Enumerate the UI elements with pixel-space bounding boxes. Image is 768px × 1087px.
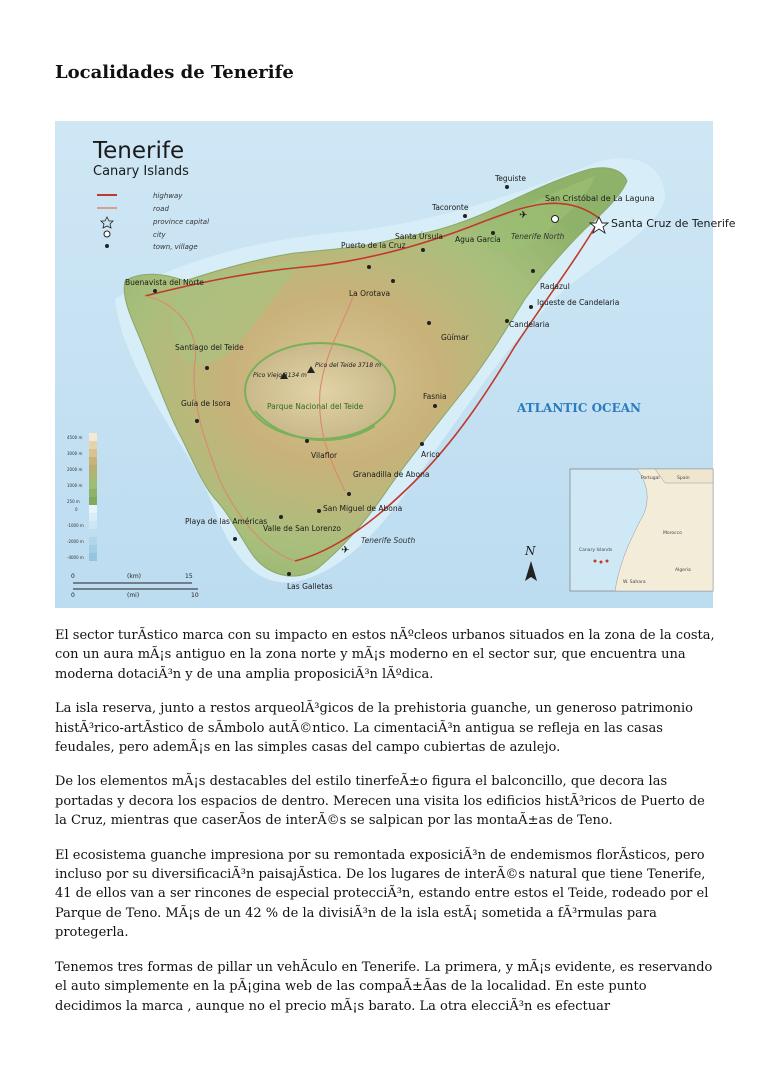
place-vilaflor: Vilaflor <box>311 451 338 460</box>
place-pico-viejo: Pico Viejo 3134 m <box>253 372 307 379</box>
la-laguna-marker <box>552 216 559 223</box>
scale-mi-start: 0 <box>71 592 75 599</box>
vilaflor-marker <box>305 439 309 443</box>
guia-isora-marker <box>195 419 199 423</box>
place-santa-ursula: Santa Úrsula <box>395 232 443 241</box>
place-arico: Arico <box>421 450 441 459</box>
elevation-label: 4500 m <box>67 435 83 440</box>
buenavista-marker <box>153 289 157 293</box>
elevation-label: 0 <box>75 507 78 512</box>
place-las-galletas: Las Galletas <box>287 582 333 591</box>
tacoronte-marker <box>463 214 467 218</box>
inset-algeria: Algeria <box>675 568 691 573</box>
tenerife-map <box>55 121 736 608</box>
place-granadilla: Granadilla de Abona <box>353 470 430 479</box>
legend-city: city <box>153 231 166 239</box>
legend-town: town, village <box>153 243 198 251</box>
place-puerto-cruz: Puerto de la Cruz <box>341 241 406 250</box>
guimar-marker <box>427 321 431 325</box>
inset-morocco: Morocco <box>663 531 682 536</box>
inset-map <box>570 469 713 591</box>
santa-ursula-marker <box>421 248 425 252</box>
radazul-marker <box>531 269 535 273</box>
place-tenerife-south: Tenerife South <box>361 536 416 545</box>
place-radazul: Radazul <box>540 282 570 291</box>
place-san-miguel: San Miguel de Abona <box>323 504 403 513</box>
place-candelaria: Candelaria <box>509 320 550 329</box>
airport-north-icon: ✈ <box>519 210 528 221</box>
teguiste-marker <box>505 185 509 189</box>
paragraph: El ecosistema guanche impresiona por su remontada exposiciÃ³n de endemismos florÃsticos, pero incluso por su diversificaciÃ³n paisajÃstica. De los lugares de interÃ©s natural que tiene Tenerife, 41 de ellos van a ser rincones de especial protecciÃ³n, estando entre estos el Teide, rodeado por el Parque de Teno. MÃ¡s de un 42 % de la divisiÃ³n de la isla estÃ¡ sometida a fÃ³rmulas para protegerla. <box>55 847 709 941</box>
place-santa-cruz: Santa Cruz de Tenerife <box>611 217 736 230</box>
paragraph: El sector turÃstico marca con su impacto en estos nÃºcleos urbanos situados en la zona de la costa, con un aura mÃ¡s antiguo en la zona norte y mÃ¡s moderno en el sector sur, que encuentra una moderna dotaciÃ³n y de una amplia proposiciÃ³n lÃºdica. <box>55 628 715 682</box>
inset-canary: Canary Islands <box>579 548 613 553</box>
map-heading: Tenerife <box>93 138 185 164</box>
ocean-label: ATLANTIC OCEAN <box>517 401 642 415</box>
fasnia-marker <box>433 404 437 408</box>
elevation-label: 250 m <box>67 499 80 504</box>
scale-km-unit: (km) <box>127 573 142 580</box>
place-national-park: Parque Nacional del Teide <box>267 402 364 411</box>
elevation-label: -4000 m <box>67 555 84 560</box>
scale-mi-end: 10 <box>191 592 199 599</box>
las-galletas-marker <box>287 572 291 576</box>
paragraph: De los elementos mÃ¡s destacables del estilo tinerfeÃ±o figura el balconcillo, que decora las portadas y decora los espacios de dentro. Merecen una visita los edificios histÃ³ricos de Puerto de la Cruz, mientras que caserÃos de interÃ©s se salpican por las montaÃ±as de Teno. <box>55 774 705 829</box>
place-pico-teide: Pico del Teide 3718 m <box>315 362 381 369</box>
place-tacoronte: Tacoronte <box>432 203 469 212</box>
paragraph: La isla reserva, junto a restos arqueolÃ³gicos de la prehistoria guanche, un generoso patrimonio histÃ³rico-artÃstico de sÃmbolo autÃ©ntico. La cimentaciÃ³n antigua se refleja en las casas feudales, pero ademÃ¡s en las simples casas del campo cubiertas de azulejo. <box>55 701 693 756</box>
legend-town-marker <box>105 244 109 248</box>
airport-south-icon: ✈ <box>341 545 350 556</box>
place-santiago-teide: Santiago del Teide <box>175 343 244 352</box>
la-orotava-marker <box>391 279 395 283</box>
legend-road: road <box>153 205 169 213</box>
paragraph: Tenemos tres formas de pillar un vehÃculo en Tenerife. La primera, y mÃ¡s evidente, es reservando el auto simplemente en la pÃ¡gina web de las compaÃ±Ãas de la localidad. En este punto decidimos la marca , aunque no el precio mÃ¡s barato. La otra elecciÃ³n es efectuar <box>55 959 713 1014</box>
place-teguiste: Teguiste <box>495 174 526 183</box>
legend-highway: highway <box>153 192 183 200</box>
place-agua-garcia: Agua García <box>455 235 501 244</box>
place-guimar: Güímar <box>441 333 469 342</box>
place-playa-americas: Playa de las Américas <box>185 517 268 526</box>
place-la-laguna: San Cristóbal de La Laguna <box>545 194 655 203</box>
place-igueste: Igueste de Candelaria <box>537 298 620 307</box>
map-subheading: Canary Islands <box>93 164 189 179</box>
legend-capital: province capital <box>153 218 210 226</box>
granadilla-marker <box>347 492 351 496</box>
san-miguel-marker <box>317 509 321 513</box>
place-buenavista: Buenavista del Norte <box>125 278 204 287</box>
scale-km-end: 15 <box>185 573 193 580</box>
arico-marker <box>420 442 424 446</box>
scale-mi-unit: (mi) <box>127 592 140 599</box>
legend-city-marker <box>104 231 110 237</box>
place-guia-isora: Guía de Isora <box>181 399 231 408</box>
article-body <box>55 626 715 1031</box>
santiago-teide-marker <box>205 366 209 370</box>
elevation-label: 3000 m <box>67 451 83 456</box>
north-label: N <box>525 544 536 558</box>
place-la-orotava: La Orotava <box>349 289 391 298</box>
inset-portugal: Portugal <box>641 476 660 481</box>
place-valle-san-lorenzo: Valle de San Lorenzo <box>263 524 342 533</box>
puerto-cruz-marker <box>367 265 371 269</box>
playa-americas-marker <box>233 537 237 541</box>
elevation-label: -1000 m <box>67 523 84 528</box>
valle-san-lorenzo-marker <box>279 515 283 519</box>
page-title: Localidades de Tenerife <box>55 62 294 83</box>
inset-spain: Spain <box>677 476 690 481</box>
elevation-label: -2000 m <box>67 539 84 544</box>
elevation-label: 2000 m <box>67 467 83 472</box>
inset-w-sahara: W. Sahara <box>623 580 646 585</box>
place-tenerife-north: Tenerife North <box>511 232 565 241</box>
igueste-marker <box>529 305 533 309</box>
scale-km-start: 0 <box>71 573 75 580</box>
place-fasnia: Fasnia <box>423 392 447 401</box>
elevation-label: 1000 m <box>67 483 83 488</box>
